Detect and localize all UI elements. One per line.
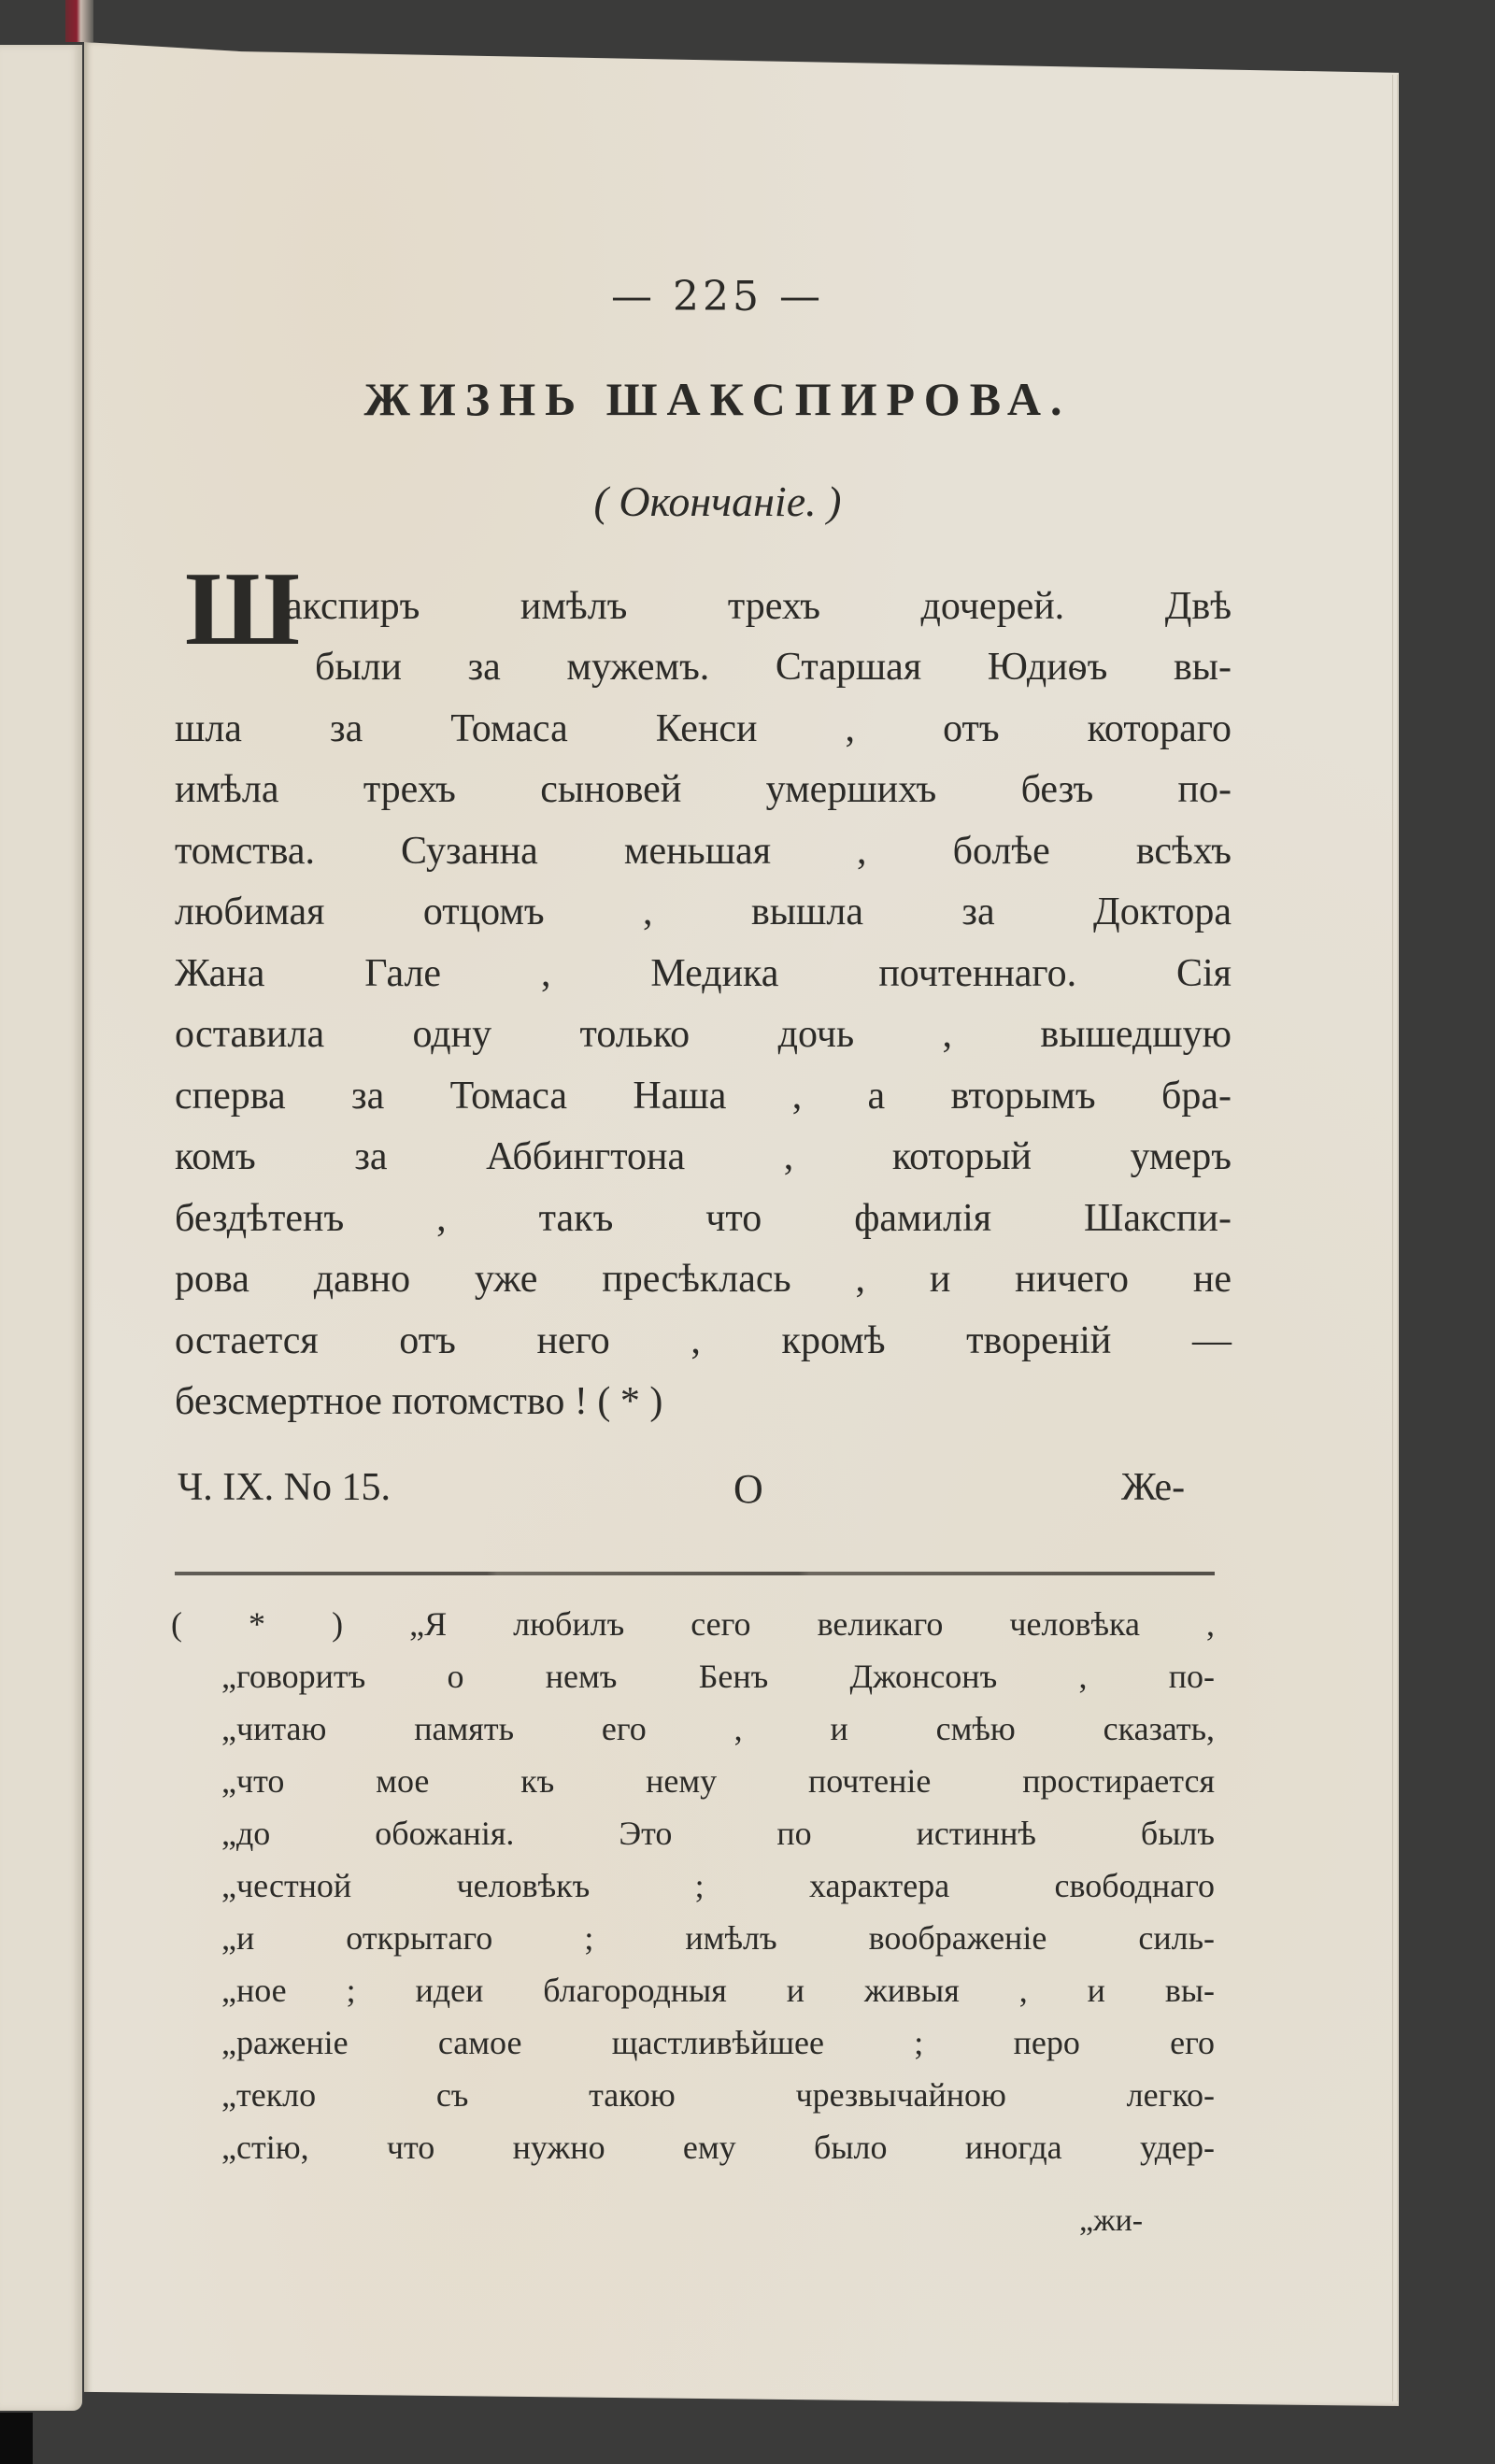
page-number: — 225 — [611,273,824,320]
footnote-catchword: „жи- [1079,2203,1144,2238]
catchword-main: Же- [1121,1466,1186,1509]
footnote-line: „говоритъ о немъ Бенъ Джонсонъ , по- [221,1658,1215,1695]
footnote-line: „ное ; идеи благородныя и живыя , и вы- [221,1972,1215,2009]
book-cover-shadow [0,2413,33,2464]
body-line: любимая отцомъ , вышла за Доктора [175,890,1232,933]
body-line: остается отъ него , кромѣ твореній — [175,1319,1232,1362]
footnote-line: „раженіе самое щастливѣйшее ; перо его [221,2024,1215,2061]
drop-cap-initial: Ш [185,551,300,667]
footnote-line: „честной человѣкъ ; характера свободнаго [221,1867,1215,1904]
footnote-line: „и открытаго ; имѣлъ воображеніе силь- [221,1919,1215,1957]
body-line: оставила одну только дочь , вышедшую [175,1013,1232,1056]
body-line: Жана Гале , Медика почтеннаго. Сія [175,952,1232,995]
body-line: томства. Сузанна меньшая , болѣе всѣхъ [175,830,1232,873]
footnote-line: „текло съ такою чрезвычайною легко- [221,2076,1215,2114]
chapter-title: ЖИЗНЬ ШАКСПИРОВА. [363,373,1072,425]
footnote-separator-rule [175,1572,1215,1575]
body-line: были за мужемъ. Старшая Юдиѳъ вы- [315,646,1232,689]
footnote-line: ( * ) „Я любилъ сего великаго человѣка , [171,1605,1215,1643]
bookmark-ribbon [65,0,93,42]
body-line: безсмертное потомство ! ( * ) [175,1380,663,1423]
body-line: шла за Томаса Кенси , отъ котораго [175,707,1232,750]
body-line: сперва за Томаса Наша , а вторымъ бра- [175,1075,1232,1118]
body-line: имѣла трехъ сыновей умершихъ безъ по- [175,768,1232,811]
chapter-subtitle: ( Окончаніе. ) [593,477,842,525]
body-line: акспиръ имѣлъ трехъ дочерей. Двѣ [285,585,1232,628]
body-line: рова давно уже пресѣклась , и ничего не [175,1258,1232,1301]
footnote-line: „читаю память его , и смѣю сказать, [221,1710,1215,1747]
signature-mark: Ч. IX. No 15. [178,1466,391,1509]
footnote-line: „до обожанія. Это по истиннѣ былъ [221,1815,1215,1852]
signature-letter: О [733,1466,763,1512]
body-line: комъ за Аббингтона , который умеръ [175,1135,1232,1178]
footnote-line: „стію, что нужно ему было иногда удер- [221,2129,1215,2166]
body-line: бездѣтенъ , такъ что фамилія Шакспи- [175,1197,1232,1240]
footnote-line: „что мое къ нему почтеніе простирается [221,1762,1215,1800]
